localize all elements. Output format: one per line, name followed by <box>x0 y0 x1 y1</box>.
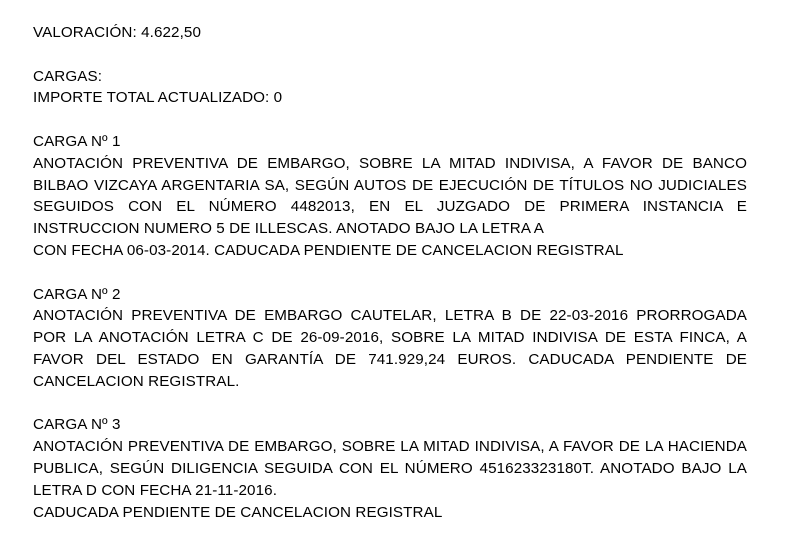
carga-tail: CON FECHA 06-03-2014. CADUCADA PENDIENTE DE CANCELACION REGISTRAL <box>33 241 624 259</box>
valoracion-line: VALORACIÓN: 4.622,50 <box>33 24 202 41</box>
spacer <box>33 262 747 284</box>
carga-heading: CARGA Nº 1 <box>33 132 121 150</box>
cargas-label: CARGAS: <box>33 67 103 85</box>
spacer <box>33 393 747 415</box>
carga-body: ANOTACIÓN PREVENTIVA DE EMBARGO CAUTELAR, LETRA B DE 22-03-2016 PRORROGADA POR LA ANOTACIÓN LETRA C DE 26-09-2016, SOBRE LA MITAD INDIVISA DE ESTA FINCA, A FAVOR DEL ESTADO EN GARANTÍA DE 741.929,24 EUROS. CADUCADA PENDIENTE DE CANCELACION REGISTRAL. <box>33 307 752 390</box>
importe-total-line: IMPORTE TOTAL ACTUALIZADO: 0 <box>33 89 283 107</box>
spacer <box>33 44 747 66</box>
carga-2 <box>33 284 752 393</box>
carga-3 <box>33 414 752 523</box>
carga-body: ANOTACIÓN PREVENTIVA DE EMBARGO, SOBRE LA MITAD INDIVISA, A FAVOR DE LA HACIENDA PUBLICA, SEGÚN DILIGENCIA SEGUIDA CON EL NÚMERO 451623323180T. ANOTADO BAJO LA LETRA D CON FECHA 21-11-2016. <box>33 438 752 499</box>
carga-heading: CARGA Nº 3 <box>33 416 121 434</box>
carga-heading: CARGA Nº 2 <box>33 285 121 303</box>
carga-body: ANOTACIÓN PREVENTIVA DE EMBARGO, SOBRE LA MITAD INDIVISA, A FAVOR DE BANCO BILBAO VIZCAYA ARGENTARIA SA, SEGÚN AUTOS DE EJECUCIÓN DE TÍTULOS NO JUDICIALES SEGUIDOS CON EL NÚMERO 4482013, EN EL JUZGADO DE PRIMERA INSTANCIA E INSTRUCCION NUMERO 5 DE ILLESCAS. ANOTADO BAJO LA LETRA A <box>33 154 752 238</box>
carga-1 <box>33 131 752 262</box>
carga-tail: CADUCADA PENDIENTE DE CANCELACION REGISTRAL <box>33 503 443 521</box>
spacer <box>33 109 747 131</box>
